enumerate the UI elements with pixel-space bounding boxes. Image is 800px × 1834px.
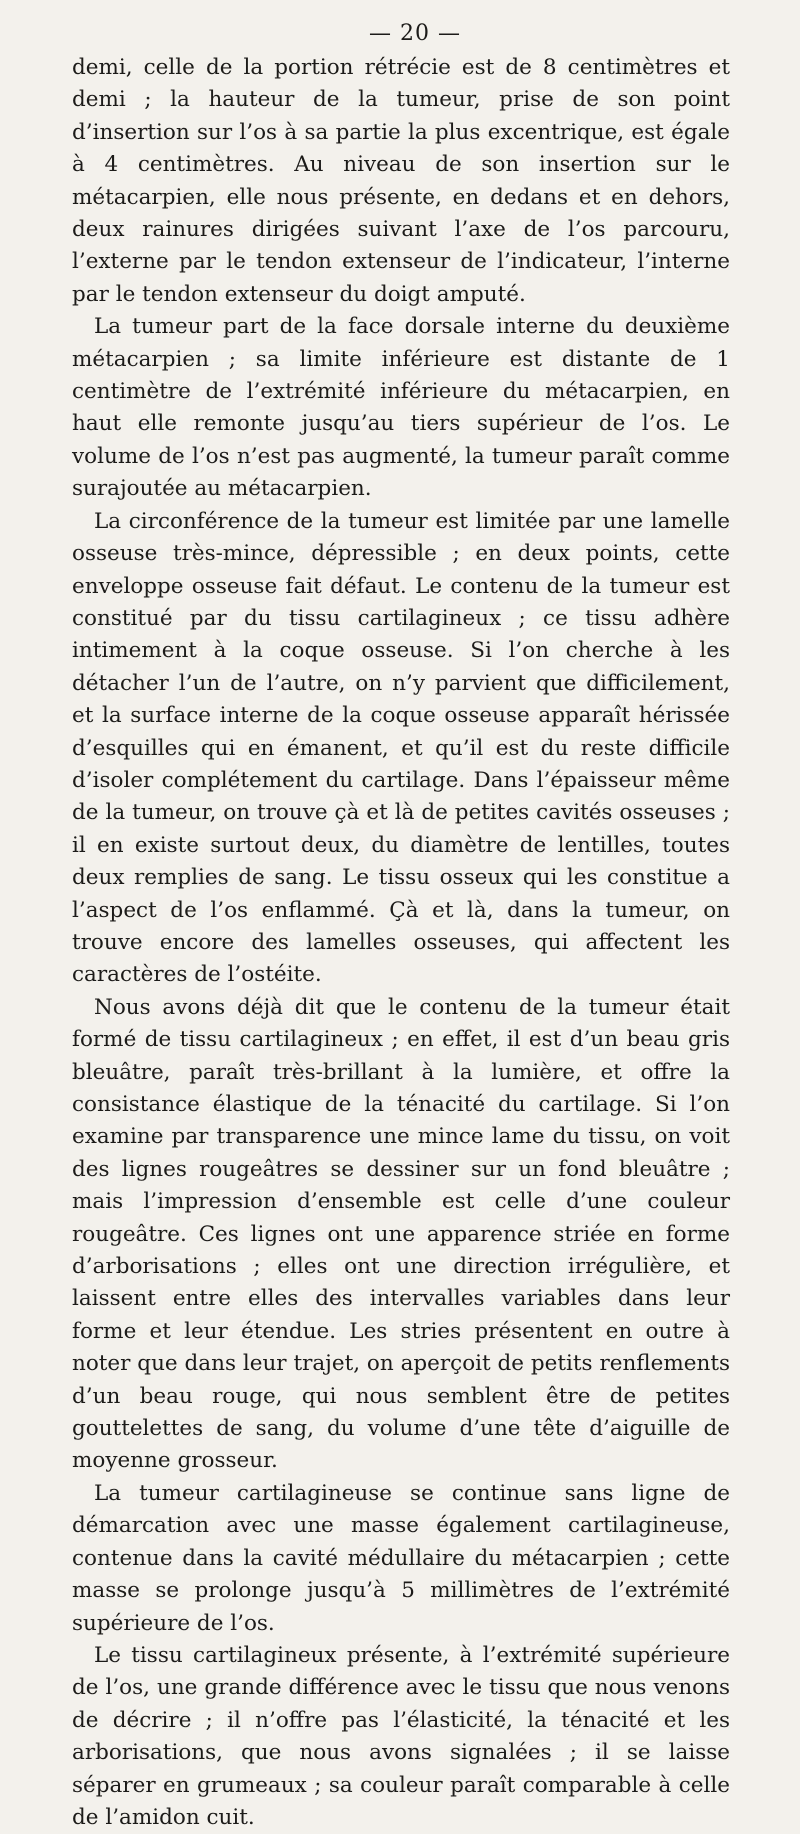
paragraph: Le tissu cartilagineux présente, à l’extrémité supérieure de l’os, une grande différence avec le tissu que nous venons de décrire ; il n’offre pas l’élasticité, la ténacité et les arborisations, que nous avons signalées ; il se laisse séparer en grumeaux ; sa couleur paraît comparable à celle de l’amidon cuit. [72,1642,730,1830]
page-number: — 20 — [369,21,461,46]
paragraph: La tumeur part de la face dorsale interne du deuxième métacarpien ; sa limite inférieure est distante de 1 centimètre de l’extrémité inférieure du métacarpien, en haut elle remonte jusqu’au tiers supérieur de l’os. Le volume de l’os n’est pas augmenté, la tumeur paraît comme surajoutée au métacarpien. [72,314,730,502]
paragraph-continued: demi, celle de la portion rétrécie est de 8 centimètres et demi ; la hauteur de la tumeur, prise de son point d’insertion sur l’os à sa partie la plus excentrique, est égale à 4 centimètres. Au niveau de son insertion sur le métacarpien, elle nous présente, en dedans et en dehors, deux rainures dirigées suivant l’axe de l’os parcouru, l’externe par le tendon extenseur de l’indicateur, l’interne par le tendon extenseur du doigt amputé. [72,55,730,307]
paragraph: La circonférence de la tumeur est limitée par une lamelle osseuse très-mince, dépressible ; en deux points, cette enveloppe osseuse fait défaut. Le contenu de la tumeur est constitué par du tissu cartilagineux ; ce tissu adhère intimement à la coque osseuse. Si l’on cherche à les détacher l’un de l’autre, on n’y parvient que difficilement, et la surface interne de la coque osseuse apparaît hérissée d’esquilles qui en émanent, et qu’il est du reste difficile d’isoler complétement du cartilage. Dans l’épaisseur même de la tumeur, on trouve çà et là de petites cavités osseuses ; il en existe surtout deux, du diamètre de lentilles, toutes deux remplies de sang. Le tissu osseux qui les constitue a l’aspect de l’os enflammé. Çà et là, dans la tumeur, on trouve encore des lamelles osseuses, qui affectent les caractères de l’ostéite. [72,508,730,988]
body-text [72,52,730,1834]
paragraph: La tumeur cartilagineuse se continue sans ligne de démarcation avec une masse également cartilagineuse, contenue dans la cavité médullaire du métacarpien ; cette masse se prolonge jusqu’à 5 millimètres de l’extrémité supérieure de l’os. [72,1480,730,1636]
paragraph: Nous avons déjà dit que le contenu de la tumeur était formé de tissu cartilagineux ; en effet, il est d’un beau gris bleuâtre, paraît très-brillant à la lumière, et offre la consistance élastique de la ténacité du cartilage. Si l’on examine par transparence une mince lame du tissu, on voit des lignes rougeâtres se dessiner sur un fond bleuâtre ; mais l’impression d’ensemble est celle d’une couleur rougeâtre. Ces lignes ont une apparence striée en forme d’arborisations ; elles ont une direction irrégulière, et laissent entre elles des intervalles variables dans leur forme et leur étendue. Les stries présentent en outre à noter que dans leur trajet, on aperçoit de petits renflements d’un beau rouge, qui nous semblent être de petites gouttelettes de sang, du volume d’une tête d’aiguille de moyenne grosseur. [72,994,730,1474]
